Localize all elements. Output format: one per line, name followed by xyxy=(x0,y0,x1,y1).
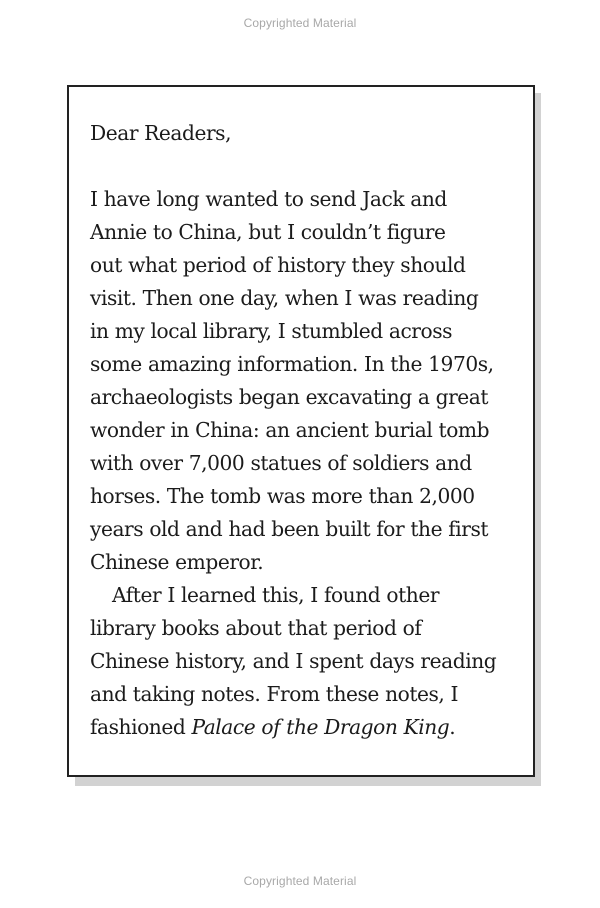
letter-paragraph-2 xyxy=(90,579,520,744)
letter-salutation: Dear Readers, xyxy=(90,121,232,145)
letter-body xyxy=(90,117,520,744)
letter-paragraph-2-end: . xyxy=(449,715,456,739)
letter-frame xyxy=(67,85,535,777)
letter-paragraph-1: I have long wanted to send Jack and Annie to China, but I couldn’t figure out what period of history they should visit. Then one day, when I was reading in my local library, I stumbled across some amazing information. In the 1970s, archaeologists began excavating a great wonder in China: an ancient burial tomb with over 7,000 statues of soldiers and horses. The tomb was more than 2,000 years old and had been built for the first Chinese emperor. xyxy=(90,187,494,574)
letter-paragraph-2-text: After I learned this, I found other library books about that period of Chinese history, and I spent days reading and taking notes. From these notes, I fashioned xyxy=(90,583,497,739)
book-title: Palace of the Dragon King xyxy=(191,715,450,739)
copyright-watermark-bottom: Copyrighted Material xyxy=(243,874,357,888)
copyright-watermark-top: Copyrighted Material xyxy=(243,16,357,30)
